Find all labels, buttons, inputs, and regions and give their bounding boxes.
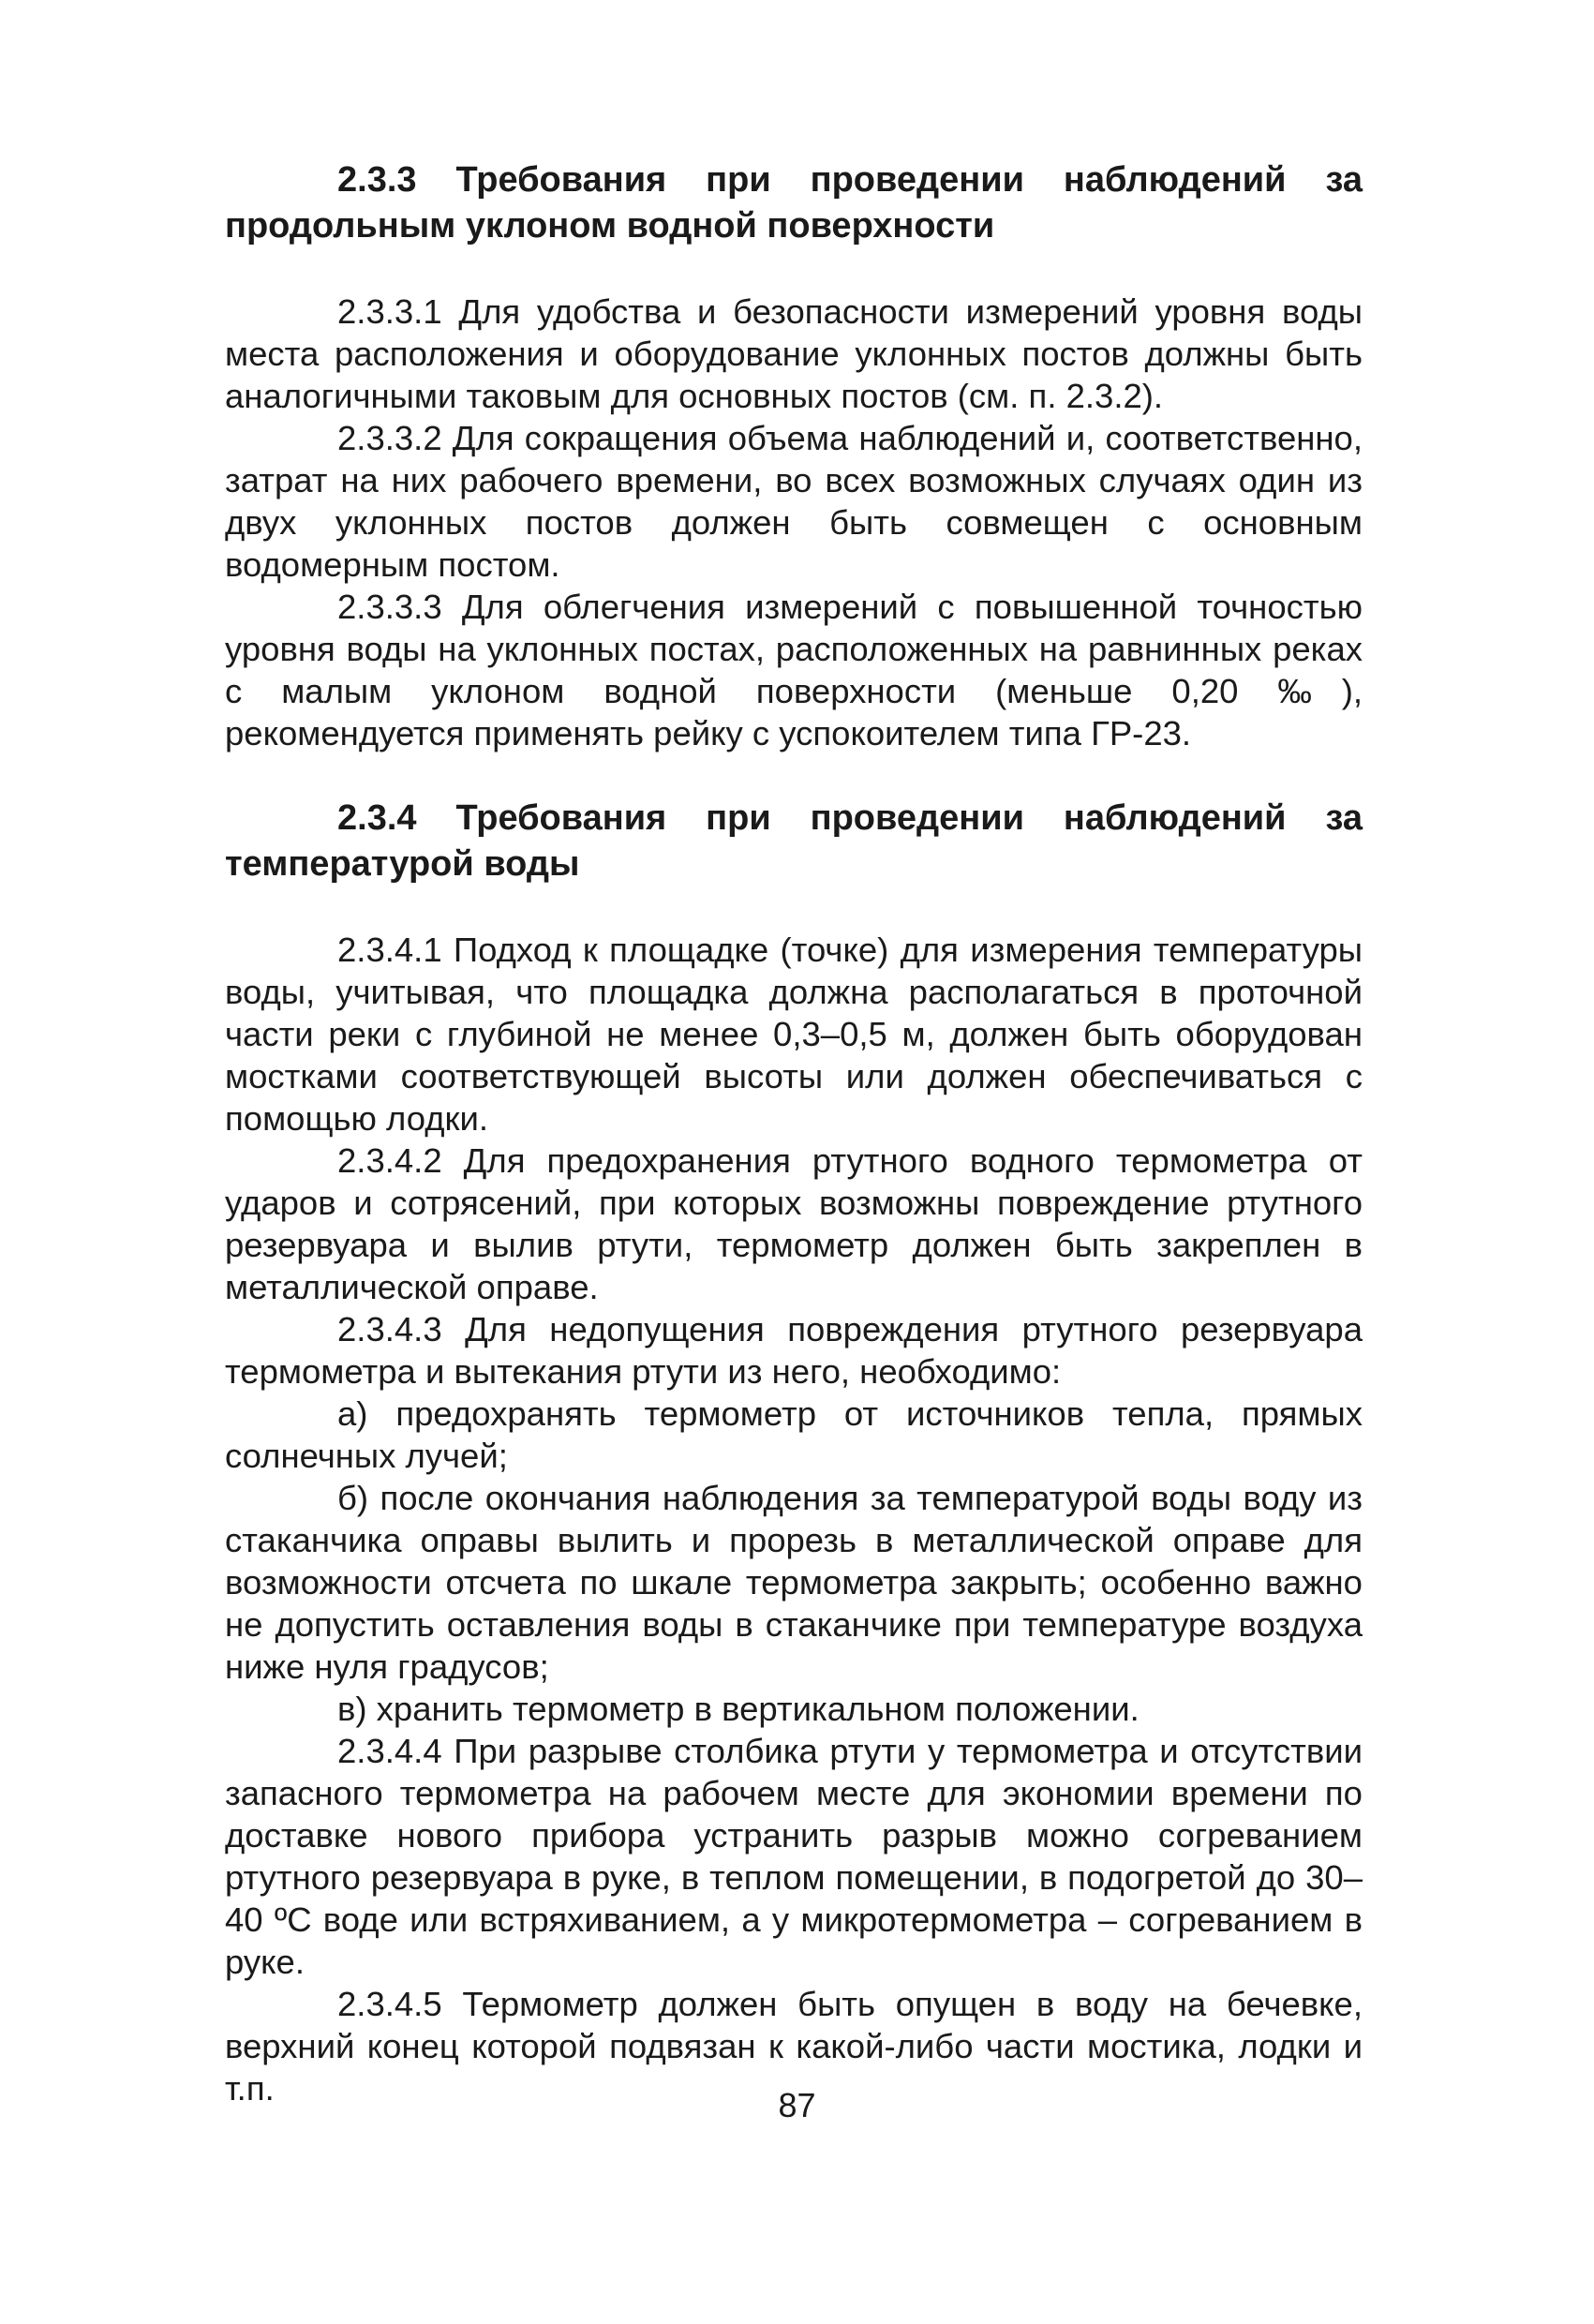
page-number: 87 [778, 2086, 816, 2124]
paragraph-2-3-3-1: 2.3.3.1 Для удобства и безопасности измерений уровня воды места расположения и оборудование уклонных постов должны быть аналогичными таковым для основных постов (см. п. 2.3.2). [225, 292, 1363, 415]
paragraph-2-3-4-4: 2.3.4.4 При разрыве столбика ртути у термометра и отсутствии запасного термометра на рабочем месте для экономии времени по доставке нового прибора устранить разрыв можно согреванием ртутного резервуара в руке, в теплом помещении, в подогретой до 30–40 ºС воде или встряхиванием, а у микротермометра – согреванием в руке. [225, 1732, 1363, 1981]
section-2-3-4-body [225, 929, 1363, 2109]
section-2-3-3-body [225, 290, 1363, 754]
paragraph-2-3-3-3: 2.3.3.3 Для облегчения измерений с повышенной точностью уровня воды на уклонных постах, расположенных на равнинных реках с малым уклоном водной поверхности (меньше 0,20 ‰), рекомендуется применять рейку с успокоителем типа ГР-23. [225, 588, 1363, 752]
paragraph-2-3-4-5: 2.3.4.5 Термометр должен быть опущен в воду на бечевке, верхний конец которой подвязан к какой-либо части мостика, лодки и т.п. [225, 1985, 1363, 2108]
section-heading-2-3-3: 2.3.3 Требования при проведении наблюдений за продольным уклоном водной поверхности [225, 160, 1363, 246]
list-item-a: а) предохранять термометр от источников тепла, прямых солнечных лучей; [225, 1394, 1363, 1475]
paragraph-2-3-3-2: 2.3.3.2 Для сокращения объема наблюдений и, соответственно, затрат на них рабочего времени, во всех возможных случаях один из двух уклонных постов должен быть совмещен с основным водомерным постом. [225, 419, 1363, 584]
paragraph-2-3-4-1: 2.3.4.1 Подход к площадке (точке) для измерения температуры воды, учитывая, что площадка должна располагаться в проточной части реки с глубиной не менее 0,3–0,5 м, должен быть оборудован мостками соответствующей высоты или должен обеспечиваться с помощью лодки. [225, 931, 1363, 1138]
paragraph-2-3-4-2: 2.3.4.2 Для предохранения ртутного водного термометра от ударов и сотрясений, при которых возможны повреждение ртутного резервуара и вылив ртути, термометр должен быть закреплен в металлической оправе. [225, 1141, 1363, 1306]
paragraph-2-3-4-3: 2.3.4.3 Для недопущения повреждения ртутного резервуара термометра и вытекания ртути из него, необходимо: [225, 1310, 1363, 1391]
section-heading-2-3-4: 2.3.4 Требования при проведении наблюдений за температурой воды [225, 798, 1363, 884]
list-item-v: в) хранить термометр в вертикальном положении. [337, 1690, 1140, 1728]
list-item-b: б) после окончания наблюдения за температурой воды воду из стаканчика оправы вылить и прорезь в металлической оправе для возможности отсчета по шкале термометра закрыть; особенно важно не допустить оставления воды в стаканчике при температуре воздуха ниже нуля градусов; [225, 1479, 1363, 1686]
page-body [225, 150, 1363, 2109]
